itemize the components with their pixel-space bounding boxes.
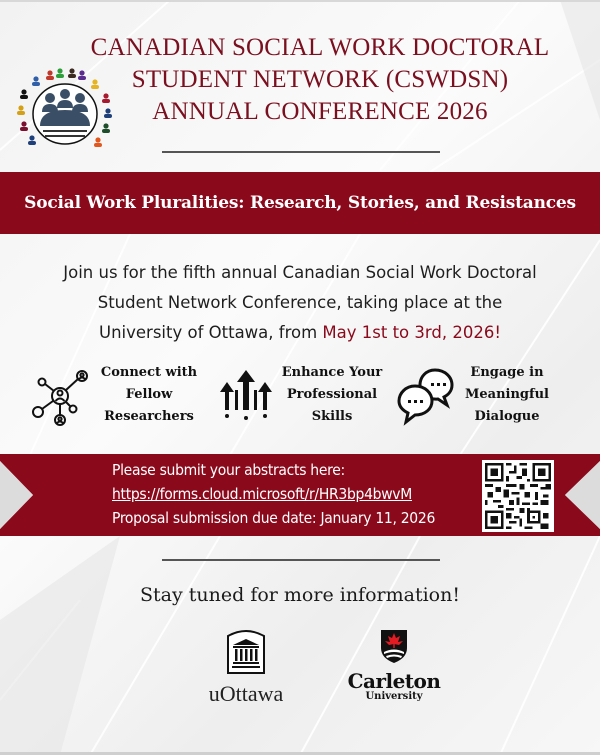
submission-text — [112, 458, 482, 530]
submission-deadline: Proposal submission due date: January 11, 2026 — [112, 509, 436, 527]
label-line: Dialogue — [474, 409, 540, 424]
carleton-logo — [346, 628, 442, 702]
growth-arrows-icon — [215, 364, 277, 426]
label-line: Fellow — [125, 387, 173, 402]
carleton-name: Carleton — [347, 669, 441, 693]
label-line: Engage in — [470, 365, 544, 380]
intro-line: Join us for the fifth annual Canadian Social Work Doctoral — [63, 263, 537, 282]
divider — [162, 559, 440, 561]
uottawa-building-icon — [224, 628, 268, 674]
network-icon — [30, 364, 92, 426]
feature-connect — [30, 362, 204, 428]
theme-banner — [0, 172, 600, 234]
label-line: Professional — [286, 387, 378, 402]
theme-text: Social Work Pluralities: Research, Stories, and Resistances — [24, 193, 576, 213]
carleton-subtitle: University — [365, 691, 423, 702]
intro-line — [40, 318, 560, 348]
intro-text: University of Ottawa, from — [99, 323, 323, 342]
title-line: STUDENT NETWORK (CSWDSN) — [131, 66, 509, 93]
uottawa-name: uOttawa — [208, 681, 284, 706]
qr-code-icon[interactable] — [482, 460, 554, 532]
label-line: Connect with — [100, 365, 198, 380]
title-line: ANNUAL CONFERENCE 2026 — [152, 98, 488, 125]
carleton-shield-icon — [379, 628, 409, 664]
label-line: Meaningful — [465, 387, 549, 402]
label-line: Researchers — [104, 409, 194, 424]
chat-bubbles-icon — [395, 364, 457, 426]
title-line: CANADIAN SOCIAL WORK DOCTORAL — [90, 34, 550, 61]
conference-dates: May 1st to 3rd, 2026! — [322, 323, 501, 342]
feature-dialogue — [395, 362, 557, 428]
intro-paragraph — [40, 258, 560, 348]
divider — [162, 151, 440, 153]
uottawa-logo — [206, 628, 286, 707]
conference-title — [75, 32, 565, 128]
intro-line: Student Network Conference, taking place at the — [97, 293, 503, 312]
label-line: Enhance Your — [281, 365, 383, 380]
feature-label — [277, 362, 387, 428]
label-line: Skills — [311, 409, 353, 424]
submission-link[interactable]: https://forms.cloud.microsoft/r/HR3bp4bwvM — [112, 485, 412, 503]
submit-prompt: Please submit your abstracts here: — [112, 461, 345, 479]
stay-tuned-text: Stay tuned for more information! — [140, 584, 460, 606]
feature-label — [457, 362, 557, 428]
feature-label — [94, 362, 204, 428]
feature-skills — [215, 362, 387, 428]
